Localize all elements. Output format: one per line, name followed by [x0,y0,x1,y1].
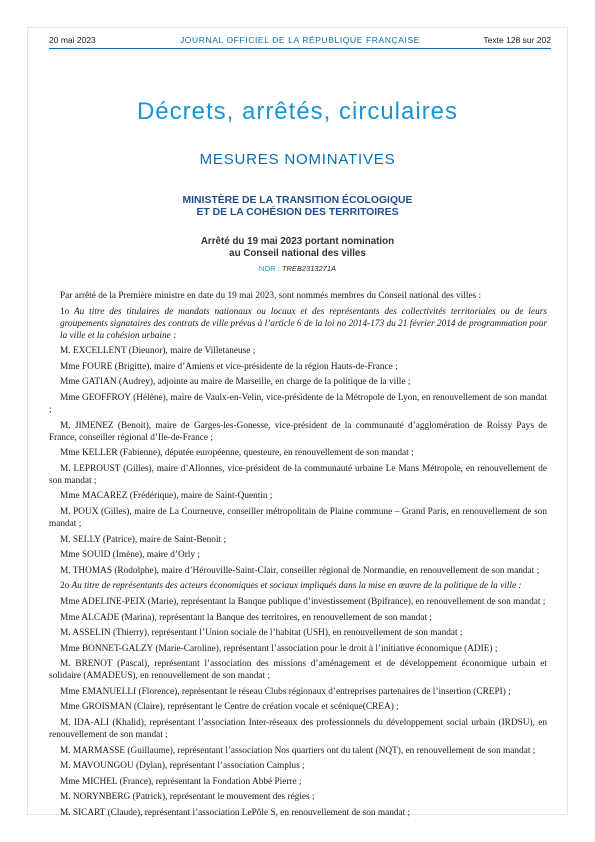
page-number: Texte 128 sur 202 [483,35,551,45]
section-number: 1o [60,306,70,317]
intro-paragraph: Par arrêté de la Première ministre en date du 19 mai 2023, sont nommés membres du Conseil national des villes : [60,291,482,301]
member-entry: Mme FOURE (Brigitte), maire d’Amiens et vice-présidente de la région Hauts-de-France ; [60,361,398,372]
member-entry: Mme GEOFFROY (Hélène), maire de Vaulx-en-Velin, vice-présidente de la Métropole de Lyon, en renouvellement de son mandat ; [49,392,547,415]
member-entry: Mme GATIAN (Audrey), adjointe au maire de Marseille, en charge de la politique de la ville ; [60,377,411,388]
member-entry: M. THOMAS (Rodolphe), maire d’Hérouville-Saint-Clair, conseiller régional de Normandie, en renouvellement de son mandat ; [60,565,540,576]
member-entry: M. SICART (Claude), représentant l’association LePôle S, en renouvellement de son mandat ; [60,808,411,819]
nor-reference [0,264,595,273]
member-entry: M. BRENOT (Pascal), représentant l’association des missions d’aménagement et de développement économique urbain et solidaire (AMADEUS), en renouvellement de son mandat ; [49,659,547,682]
publication-date: 20 mai 2023 [49,35,96,45]
member-entry: Mme ADELINE-PEIX (Marie), représentant la Banque publique d’investissement (Bpifrance), en renouvellement de son mandat ; [60,596,546,607]
journal-name: JOURNAL OFFICIEL DE LA RÉPUBLIQUE FRANÇAISE [179,35,421,45]
section-2-heading [49,580,547,592]
header-divider [49,48,551,49]
member-entry: Mme MICHEL (France), représentant la Fondation Abbé Pierre ; [60,776,302,787]
member-entry: Mme BONNET-GALZY (Marie-Caroline), représentant l’association pour le droit à l’initiative économique (ADIE) ; [60,643,498,654]
nor-code: TREB2313271A [281,264,337,273]
decree-title-line-1: Arrêté du 19 mai 2023 portant nomination [200,236,395,247]
member-entry: M. MARMASSE (Guillaume), représentant l’association Nos quartiers ont du talent (NQT), en renouvellement de son mandat ; [60,745,536,756]
member-entry: M. MAVOUNGOU (Dylan), représentant l’association Camplus ; [60,761,305,772]
member-entry: M. ASSELIN (Thierry), représentant l’Union sociale de l’habitat (USH), en renouvellement de son mandat ; [60,628,463,639]
decree-body [49,290,547,823]
member-entry: M. LEPROUST (Gilles), maire d’Allonnes, vice-président de la communauté urbaine Le Mans Métropole, en renouvellement de son mandat ; [49,463,547,486]
decree-title [0,236,595,260]
page-header [49,35,551,47]
member-entry: Mme MACAREZ (Frédérique), maire de Saint-Quentin ; [60,491,273,502]
ministry-name [0,195,595,219]
section-1-heading [49,306,547,342]
member-entry: M. POUX (Gilles), maire de La Courneuve, conseiller métropolitain de Plaine commune – Grand Paris, en renouvellement de son mandat ; [49,506,547,529]
section-heading-text: Au titre des titulaires de mandats nationaux ou locaux et des représentants des collectivités territoriales ou de leurs groupements signataires des contrats de ville prévus à l’article 6 de la loi no 2014-173 du 21 février 2014 de programmation pour la ville et la cohésion urbaine : [60,306,548,341]
section-number: 2o [60,581,70,592]
member-entry: M. JIMENEZ (Benoit), maire de Garges-les-Gonesse, vice-président de la communauté d’agglomération de Roissy Pays de France, conseiller régional d’Ile-de-France ; [49,420,547,443]
member-entry: Mme ALCADE (Marina), représentant la Banque des territoires, en renouvellement de son mandat ; [60,612,433,623]
member-entry: M. EXCELLENT (Dieunor), maire de Villetaneuse ; [60,346,256,357]
member-entry: M. NORYNBERG (Patrick), représentant le mouvement des régies ; [60,792,315,803]
member-entry: Mme SOUID (Imène), maire d’Orly ; [60,550,200,561]
ministry-line-1: MINISTÈRE DE LA TRANSITION ÉCOLOGIQUE [182,195,413,206]
member-entry: Mme GROISMAN (Claire), représentant le Centre de création vocale et scénique(CREA) ; [60,702,399,713]
member-entry: Mme KELLER (Fabienne), députée européenne, questeure, en renouvellement de son mandat ; [60,448,414,459]
section-heading-text: Au titre de représentants des acteurs économiques et sociaux impliqués dans la mise en œuvre de la politique de la ville : [71,581,522,592]
document-title: Décrets, arrêtés, circulaires [136,98,459,125]
member-entry: M. IDA-ALI (Khalid), représentant l’association Inter-réseaux des professionnels du développement social urbain (IRDSU), en renouvellement de son mandat ; [49,718,547,741]
ministry-line-2: ET DE LA COHÉSION DES TERRITOIRES [196,207,399,218]
member-entry: M. SELLY (Patrice), maire de Saint-Benoit ; [60,534,227,545]
member-entry: Mme EMANUELLI (Florence), représentant le réseau Clubs régionaux d’entreprises partenaires de l’insertion (CREPI) ; [60,686,511,697]
nor-label: NOR : [258,264,280,273]
decree-title-line-2: au Conseil national des villes [229,248,366,259]
section-heading: MESURES NOMINATIVES [199,151,396,168]
